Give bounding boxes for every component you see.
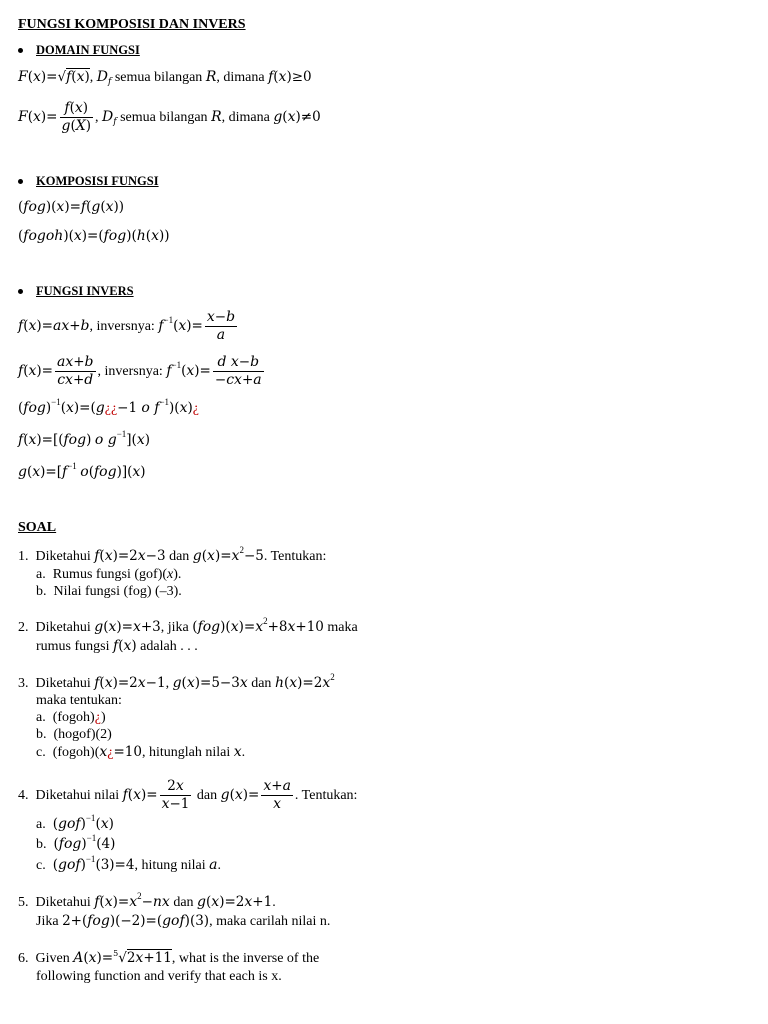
option-label: c. bbox=[36, 858, 46, 873]
question-number: 2. bbox=[18, 620, 29, 635]
question-number: 3. bbox=[18, 676, 29, 691]
option-label: b. bbox=[36, 584, 47, 599]
question-text: dan bbox=[169, 549, 190, 564]
komposisi-formula-2: (fogoh)(x)=(fog)(h(x)) bbox=[18, 228, 170, 244]
option-text: (fogoh)( bbox=[52, 745, 100, 760]
question-3-c: c. (fogoh)(x¿=10, hitunglah nilai x. bbox=[36, 744, 246, 760]
question-2: 2. Diketahui g(x)=x+3, jika $(fog)(x)=x^2+8x+10$ maka bbox=[18, 616, 358, 635]
question-5: 5. Diketahui $f(x)=x^2-nx$ dan g(x)=2x+1. bbox=[18, 891, 276, 910]
question-text: Diketahui nilai bbox=[35, 788, 120, 803]
question-text: dan bbox=[173, 895, 194, 910]
question-text: Diketahui bbox=[35, 895, 91, 910]
question-number: 5. bbox=[18, 895, 29, 910]
domain-formula-1: F(x)=√f(x), $D_f$ semua bilangan R, dimana f(x)≥0 bbox=[18, 69, 312, 87]
option-text: , hitung nilai bbox=[134, 858, 206, 873]
domain-formula-2: F(x)= $\frac{f(x)}{g(X)}$ , $D_f$ semua bilangan R, dimana g(x)≠0 bbox=[18, 100, 321, 135]
question-text: maka bbox=[327, 620, 358, 635]
question-text: dan bbox=[196, 788, 218, 803]
option-label: b. bbox=[36, 837, 47, 852]
question-text: , maka carilah nilai n. bbox=[209, 914, 331, 929]
question-text: Diketahui bbox=[35, 620, 91, 635]
question-4-b: b. (fog)$^{-1}$(4) bbox=[36, 833, 116, 852]
question-text: . Tentukan: bbox=[263, 549, 327, 564]
section-heading-invers: FUNGSI INVERS bbox=[36, 284, 134, 298]
question-number: 6. bbox=[18, 951, 29, 966]
domain-where-2: dimana bbox=[228, 110, 270, 125]
question-3-b bbox=[36, 726, 112, 744]
domain-where-1: dimana bbox=[223, 70, 265, 85]
domain-text-1: semua bilangan bbox=[114, 70, 203, 85]
invers-formula-4: f(x)=[(fog) o $g^{-1}](x)$ bbox=[18, 429, 151, 448]
question-text: dan bbox=[251, 676, 272, 691]
question-3-a: a. (fogoh)¿) bbox=[36, 710, 106, 725]
question-text: adalah . . . bbox=[140, 639, 198, 654]
invers-formula-3: (fog)$^{-1}$(x)=(g¿¿−1 o $f^{-1})(x)¿$ bbox=[18, 397, 199, 416]
option-label: c. bbox=[36, 745, 46, 760]
option-text: (hogof)(2) bbox=[53, 727, 112, 742]
question-4: 4. Diketahui nilai f(x)= $\frac{2x}{x-1}$ dan g(x)= $\frac{x+a}{x}$ . Tentukan: bbox=[18, 778, 358, 813]
bullet-icon bbox=[18, 179, 23, 184]
question-3-line2: maka tentukan: bbox=[36, 693, 122, 708]
question-4-a: a. (gof)$^{-1}$(x) bbox=[36, 813, 114, 832]
option-text: , hitunglah nilai bbox=[142, 745, 231, 760]
question-number: 1. bbox=[18, 549, 29, 564]
question-text: Diketahui bbox=[35, 549, 91, 564]
question-1: 1. Diketahui f(x)=2x−3 dan $g(x)=x^2-5$. Tentukan: bbox=[18, 545, 327, 564]
option-text: ). bbox=[173, 567, 182, 582]
document-title: FUNGSI KOMPOSISI DAN INVERS bbox=[18, 17, 246, 32]
question-text: Given bbox=[35, 951, 70, 966]
invers-formula-2: f(x)= $\frac{ax+b}{cx+d}$ , inversnya: $f^{-1}(x)=$ $\frac{\text{d x−b}}{-cx+a}$ bbox=[18, 354, 262, 389]
question-3: 3. Diketahui f(x)=2x−1, g(x)=5−3x dan $h(x)=2x^2$ bbox=[18, 672, 335, 691]
bullet-icon bbox=[18, 289, 23, 294]
option-text: Nilai fungsi (fog) (–3). bbox=[53, 584, 182, 599]
option-text: (fogoh) bbox=[52, 710, 95, 725]
question-text: Jika bbox=[36, 914, 59, 929]
question-number: 4. bbox=[18, 788, 29, 803]
question-5-line2: Jika 2+(fog)(−2)=(gof)(3), maka carilah nilai n. bbox=[36, 913, 331, 929]
question-1-b bbox=[36, 583, 182, 601]
section-heading-komposisi: KOMPOSISI FUNGSI bbox=[36, 174, 159, 188]
question-text: Diketahui bbox=[35, 676, 91, 691]
option-label: a. bbox=[36, 567, 46, 582]
inversnya-label-2: inversnya: bbox=[104, 364, 163, 379]
question-text: , what is the inverse of the bbox=[171, 951, 320, 966]
bullet-icon bbox=[18, 48, 23, 53]
question-1-a: a. Rumus fungsi (gof)(x). bbox=[36, 567, 182, 582]
inversnya-label-1: inversnya: bbox=[96, 319, 155, 334]
question-text: . Tentukan: bbox=[294, 788, 358, 803]
question-6-line2: following function and verify that each is x. bbox=[36, 969, 282, 984]
domain-text-2: semua bilangan bbox=[120, 110, 208, 125]
section-heading-domain: DOMAIN FUNGSI bbox=[36, 43, 140, 57]
question-text: , jika bbox=[160, 620, 189, 635]
question-6: 6. Given A(x)=$^5$√2x+11, what is the inverse of the bbox=[18, 949, 320, 966]
invers-formula-1: f(x)=ax+b, inversnya: $f^{-1}(x)=$ $\frac{x-b}{a}$ bbox=[18, 309, 236, 344]
question-2-line2: rumus fungsi f(x) adalah . . . bbox=[36, 638, 198, 654]
question-text: rumus fungsi bbox=[36, 639, 110, 654]
komposisi-formula-1: (fog)(x)=f(g(x)) bbox=[18, 199, 125, 215]
option-text: Rumus fungsi (gof)( bbox=[52, 567, 168, 582]
option-label: a. bbox=[36, 710, 46, 725]
option-label: b. bbox=[36, 727, 47, 742]
soal-heading: SOAL bbox=[18, 520, 57, 535]
option-label: a. bbox=[36, 817, 46, 832]
invers-formula-5: $g(x)=[f^{-1}$ o(fog)](x) bbox=[18, 461, 146, 480]
question-4-c: c. (gof)$^{-1}$(3)=4, hitung nilai a. bbox=[36, 854, 221, 873]
